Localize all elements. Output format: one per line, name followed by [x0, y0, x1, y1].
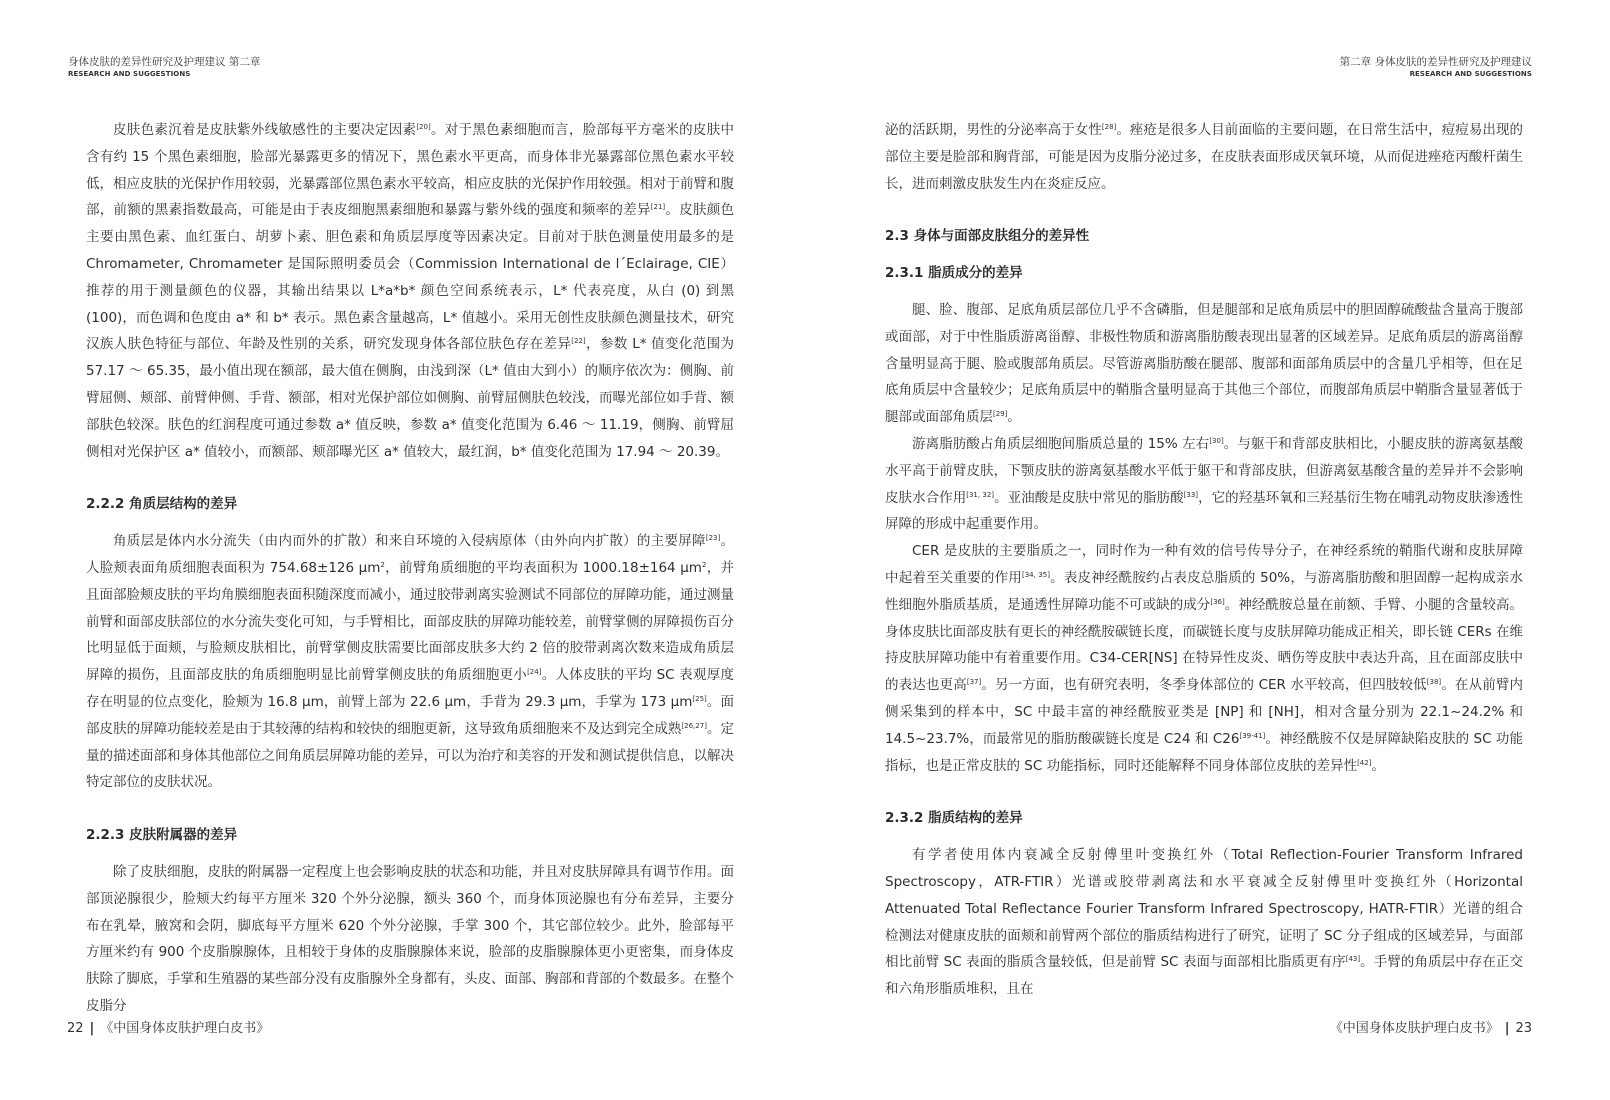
citation: [30]	[1209, 436, 1224, 445]
text-run: 皮肤色素沉着是皮肤紫外线敏感性的主要决定因素	[113, 122, 417, 138]
text-run: ，前臂角质细胞的平均表面积为 1000.18±164 μm	[384, 559, 702, 576]
paragraph: 除了皮肤细胞，皮肤的附属器一定程度上也会影响皮肤的状态和功能，并且对皮肤屏障具有调节作用。面部顶泌腺很少，脸颊大约每平方厘米 320 个外分泌腺，额头 360 个，而身体顶泌腺也有分布差异，主要分布在乳晕，腋窝和会阴，脚底每平方厘米 620 个外分泌腺，手掌 300 个，其它部位较少。此外，脸部每平方厘米约有 900 个皮脂腺腺体，且相较于身体的皮脂腺腺体来说，脸部的皮脂腺腺体更小更密集，而身体皮肤除了脚底，手掌和生殖器的某些部分没有皮脂腺外全身都有，头皮、面部、胸部和背部的个数最多。在整个皮脂分	[86, 863, 734, 1014]
right-body-text	[885, 117, 1523, 1003]
superscript: 2	[380, 560, 385, 569]
citation: [31, 32]	[966, 490, 995, 499]
right-header-title: 第二章 身体皮肤的差异性研究及护理建议	[1339, 56, 1532, 68]
citation: [20]	[416, 123, 431, 131]
text-run: 游离脂肪酸占角质层细胞间脂质总量的 15% 左右	[912, 435, 1210, 452]
citation: [38]	[1426, 678, 1442, 687]
citation: [22]	[571, 337, 586, 346]
paragraph	[86, 117, 734, 465]
superscript: 2	[701, 560, 707, 569]
section-heading-2-3-2: 2.3.2 脂质结构的差异	[885, 810, 1023, 827]
left-body-text	[86, 117, 734, 1020]
right-page	[805, 0, 1610, 1100]
left-running-header	[68, 55, 260, 79]
citation: [29]	[993, 410, 1008, 419]
text-run: 泌的活跃期，男性的分泌率高于女性	[885, 122, 1102, 138]
citation: [26,27]	[681, 721, 707, 730]
text-run: 腿、脸、腹部、足底角质层部位几乎不含磷脂，但是腿部和足底角质层中的胆固醇硫酸盐含量高于腹部或面部，对于中性脂质游离甾醇、非极性物质和游离脂肪酸表现出显著的区域差异。足底角质层的游离甾醇含量明显高于腿、脸或腹部角质层。尽管游离脂肪酸在腿部、腹部和面部角质层中的含量几乎相等，但在足底角质层中含量较少；足底角质层中的鞘脂含量明显高于其他三个部位，而腹部角质层中鞘脂含量显著低于腿部或面部角质层	[885, 301, 1523, 426]
citation: [28]	[1101, 123, 1117, 131]
footer-separator: |	[89, 1021, 95, 1036]
text-run: ，参数 L* 值变化范围为 57.17 ～ 65.35，最小值出现在额部，最大值在侧胸，由浅到深（L* 值由大到小）的顺序依次为：侧胸、前臂屈侧、颊部、前臂伸侧、手背、额部，相对光保护部位如侧胸、前臂屈侧肤色较浅，而曝光部位如手背、额部肤色较深。肤色的红润程度可通过参数 a* 值反映，参数 a* 值变化范围为 6.46 ～ 11.19，侧胸、前臂屈侧相对光保护区 a* 值较小，而额部、颊部曝光区 a* 值较大，最红润，b* 值变化范围为 17.94 ～ 20.39。	[86, 336, 735, 460]
text-run: 有学者使用体内衰减全反射傅里叶变换红外（Total Reflection-Fourier Transform Infrared Spectroscopy，ATR-FTIR）光谱或胶带剥离法和水平衰减全反射傅里叶变换红外（Horizontal Attenuated Total Reflectance Fourier Transform Infrared Spectroscopy, HATR-FTIR）光谱的组合检测法对健康皮肤的面颊和前臂两个部位的脂质结构进行了研究，证明了 SC 分子组成的区域差异，与面部相比前臂 SC 表面的脂质含量较低，但是前臂 SC 表面与面部相比脂质更有序	[885, 847, 1523, 971]
page-number: 23	[1515, 1021, 1532, 1036]
section-heading-2-2-2: 2.2.2 角质层结构的差异	[86, 496, 238, 513]
citation: [43]	[1345, 955, 1361, 964]
left-footer	[67, 1020, 269, 1038]
text-run: 。	[1007, 409, 1021, 426]
section-heading-2-2-3: 2.2.3 皮肤附属器的差异	[86, 827, 238, 844]
text-run: 。表皮神经酰胺约占表皮总脂质的 50%，与游离脂肪酸和胆固醇一起构成亲水性细胞外脂质基质，是通透性屏障功能不可或缺的成分	[885, 569, 1524, 613]
section-heading-2-3: 2.3 身体与面部皮肤组分的差异性	[885, 228, 1090, 245]
citation: [34, 35]	[1022, 570, 1050, 579]
text-run: 。皮肤颜色主要由黑色素、血红蛋白、胡萝卜素、胆色素和角质层厚度等因素决定。目前对于肤色测量使用最多的是 Chromameter, Chromameter 是国际照明委员会（Commission International de l´Eclairage, CIE）推荐的用于测量颜色的仪器，其输出结果以 L*a*b* 颜色空间系统表示，L* 代表亮度，从白 (0) 到黑 (100)，而色调和色度由 a* 和 b* 表示。黑色素含量越高，L* 值越小。采用无创性皮肤颜色测量技术，研究汉族人肤色特征与部位、年龄及性别的关系，研究发现身体各部位肤色存在差异	[86, 202, 735, 353]
text-run: 。	[1371, 757, 1385, 774]
text-run: ，它的羟基环氧和三羟基衍生物在哺乳动物皮肤渗透性屏障的形成中起重要作用。	[885, 489, 1524, 533]
text-run: 。痤疮是很多人目前面临的主要问题，在日常生活中，痘痘易出现的部位主要是脸部和胸背部，可能是因为皮脂分泌过多，在皮肤表面形成厌氧环境，从而促进痤疮丙酸杆菌生长，进而刺激皮肤发生内在炎症反应。	[885, 122, 1524, 192]
text-run: 。神经酰胺不仅是屏障缺陷皮肤的 SC 功能指标，也是正常皮肤的 SC 功能指标，同时还能解释不同身体部位皮肤的差异性	[885, 730, 1524, 774]
text-run: 。对于黑色素细胞而言，脸部每平方毫米的皮肤中含有约 15 个黑色素细胞，脸部光暴露更多的情况下，黑色素水平更高，而身体非光暴露部位黑色素水平较低，相应皮肤的光保护作用较弱，光暴露部位黑色素水平较高，相应皮肤的光保护作用较强。相对于前臂和腹部，前额的黑素指数最高，可能是由于表皮细胞黑素细胞和暴露与紫外线的强度和频率的差异	[86, 122, 734, 219]
text-run: 。人脸颊表面角质细胞表面积为 754.68±126 μm	[86, 533, 735, 576]
text-run: 。手臂的角质层中存在正交和六角形脂质堆积，且在	[885, 954, 1523, 998]
right-footer	[1330, 1020, 1532, 1038]
text-run: 。与躯干和背部皮肤相比，小腿皮肤的游离氨基酸水平高于前臂皮肤，下颚皮肤的游离氨基酸水平低于躯干和背部皮肤，但游离氨基酸含量的差异并不会影响皮肤水合作用	[885, 435, 1524, 506]
paragraph	[885, 538, 1523, 779]
citation: [37]	[966, 678, 982, 687]
footer-book-title: 《中国身体皮肤护理白皮书》	[100, 1021, 270, 1036]
right-running-header	[1340, 55, 1532, 79]
citation: [42]	[1357, 758, 1372, 767]
text-run: 。面部皮肤的屏障功能较差是由于其较薄的结构和较快的细胞更新，这导致角质细胞来不及达到完全成熟	[86, 693, 735, 737]
citation: [33]	[1183, 490, 1199, 499]
footer-separator: |	[1504, 1021, 1510, 1036]
text-run: 。亚油酸是皮肤中常见的脂肪酸	[994, 489, 1184, 506]
left-header-subtitle: RESEARCH AND SUGGESTIONS	[68, 70, 191, 78]
right-header-subtitle: RESEARCH AND SUGGESTIONS	[1409, 70, 1532, 78]
left-header-title: 身体皮肤的差异性研究及护理建议 第二章	[68, 56, 261, 68]
paragraph	[885, 431, 1523, 538]
paragraph	[86, 528, 734, 796]
citation: [36]	[1210, 597, 1225, 606]
footer-book-title: 《中国身体皮肤护理白皮书》	[1329, 1021, 1499, 1036]
citation: [39-41]	[1239, 731, 1266, 740]
text-run: 。定量的描述面部和身体其他部位之间角质层屏障功能的差异，可以为治疗和美容的开发和测试提供信息，以解决特定部位的皮肤状况。	[86, 720, 735, 791]
paragraph	[885, 117, 1523, 197]
section-heading-2-3-1: 2.3.1 脂质成分的差异	[885, 265, 1023, 282]
citation: [25]	[692, 694, 707, 703]
page-number: 22	[67, 1021, 84, 1036]
text-run: 。人体皮肤的平均 SC 表观厚度存在明显的位点变化，脸颊为 16.8 μm，前臂上部为 22.6 μm，手背为 29.3 μm，手掌为 173 μm	[86, 667, 735, 710]
paragraph	[885, 842, 1523, 1003]
text-run: 角质层是体内水分流失（由内而外的扩散）和来自环境的入侵病原体（由外向内扩散）的主要屏障	[113, 533, 706, 550]
text-run: 。在从前臂内侧采集到的样本中，SC 中最丰富的神经酰胺亚类是 [NP] 和 [NH]，相对含量分别为 22.1~24.2% 和 14.5~23.7%，而最常见的脂肪酸碳链长度是 C24 和 C26	[885, 677, 1523, 747]
text-run: ，并且面部脸颊皮肤的平均角膜细胞表面积随深度而减小，通过胶带剥离实验测试不同部位的屏障功能，通过测量前臂和面部皮肤部位的水分流失变化可知，与手臂相比，面部皮肤的屏障功能较差，前臂掌侧的屏障损伤百分比明显低于面颊，与脸颊皮肤相比，前臂掌侧皮肤需要比面部皮肤多大约 2 倍的胶带剥离次数来造成角质层屏障的损伤，且面部皮肤的角质细胞明显比前臂掌侧皮肤的角质细胞更小	[86, 559, 735, 684]
citation: [21]	[650, 203, 666, 212]
citation: [23]	[705, 534, 721, 543]
text-run: 。另一方面，也有研究表明，冬季身体部位的 CER 水平较高，但四肢较低	[981, 677, 1427, 694]
text-run: 。神经酰胺总量在前额、手臂、小腿的含量较高。身体皮肤比面部皮肤有更长的神经酰胺碳链长度，而碳链长度与皮肤屏障功能成正相关，即长链 CERs 在维持皮肤屏障功能中有着重要作用。C34-CER[NS] 在特异性皮炎、晒伤等皮肤中表达升高，且在面部皮肤中的表达也更高	[885, 596, 1524, 694]
paragraph	[885, 297, 1523, 431]
citation: [24]	[527, 668, 542, 677]
text-run: CER 是皮肤的主要脂质之一，同时作为一种有效的信号传导分子，在神经系统的鞘脂代谢和皮肤屏障中起着至关重要的作用	[885, 543, 1523, 586]
